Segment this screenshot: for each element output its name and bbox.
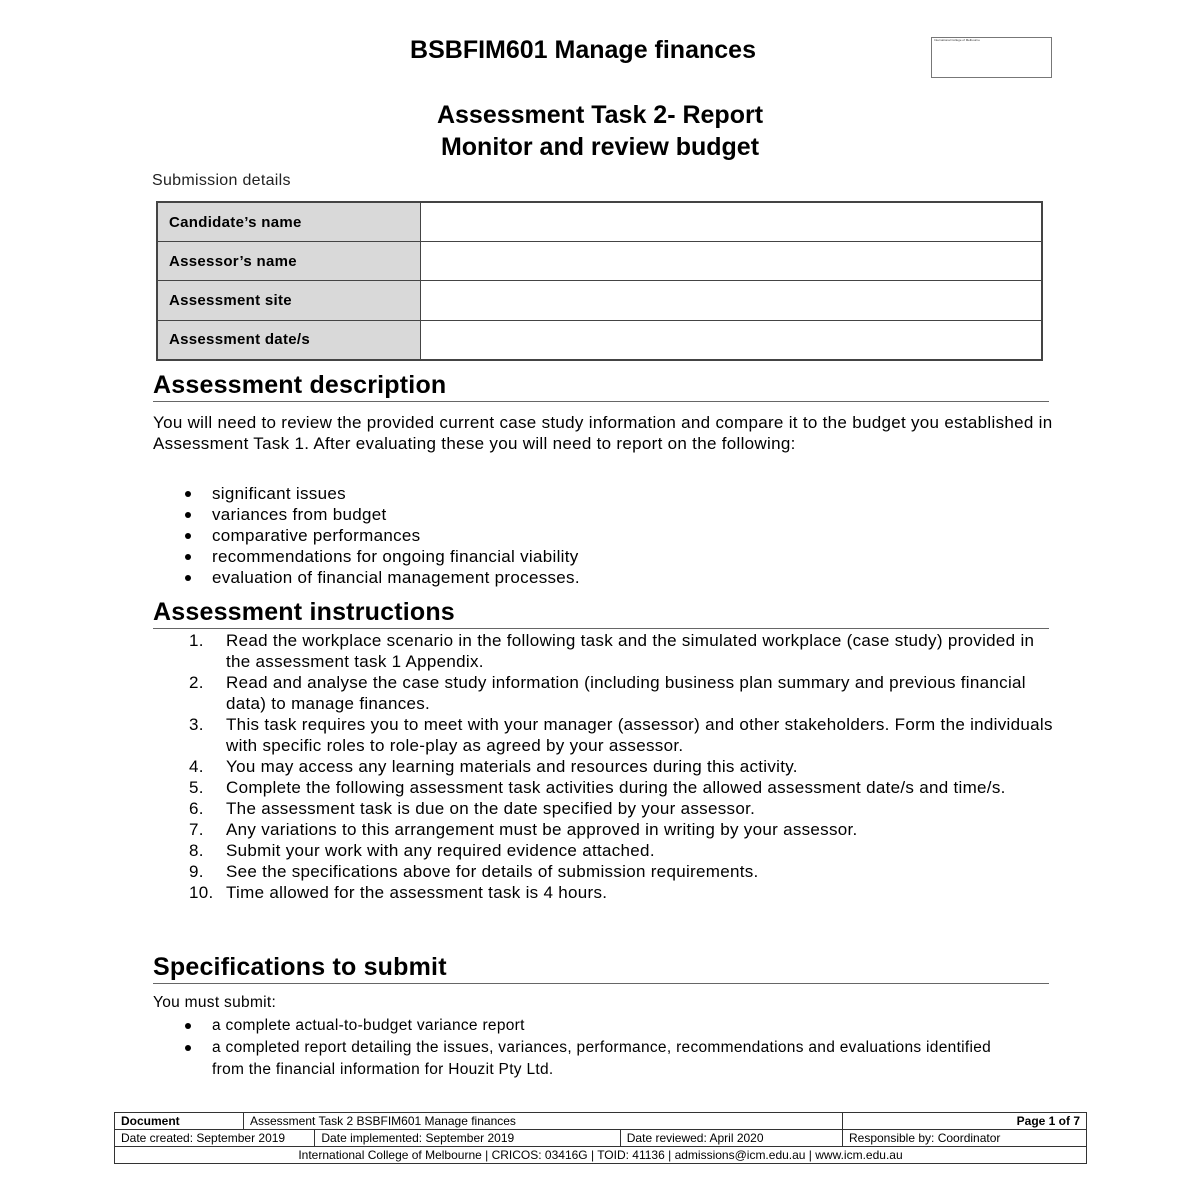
table-row — [157, 320, 1042, 360]
footer-document-value: Assessment Task 2 BSBFIM601 Manage finances — [244, 1113, 843, 1130]
list-item — [189, 798, 1059, 819]
specifications-heading: Specifications to submit — [153, 952, 1049, 984]
item-number: 5. — [189, 778, 204, 797]
assessor-name-field[interactable] — [421, 242, 1043, 281]
item-number: 6. — [189, 799, 204, 818]
assessment-site-label: Assessment site — [157, 281, 421, 320]
item-text: Any variations to this arrangement must be approved in writing by your assessor. — [226, 820, 858, 839]
task-subtitle: Monitor and review budget — [440, 133, 760, 161]
table-row — [115, 1147, 1087, 1164]
item-number: 2. — [189, 673, 204, 692]
assessment-description-text: You will need to review the provided current case study information and compare it to the budget you established in Assessment Task 1. After evaluating these you will need to report on the following: — [153, 413, 1053, 453]
submission-details-label: Submission details — [152, 172, 291, 189]
table-row — [157, 281, 1042, 320]
candidate-name-label: Candidate’s name — [157, 202, 421, 242]
list-item — [189, 819, 1059, 840]
list-item: recommendations for ongoing financial viability — [212, 547, 579, 566]
footer-college-info: International College of Melbourne | CRICOS: 03416G | TOID: 41136 | admissions@icm.edu.au | www.icm.edu.au — [115, 1147, 1087, 1164]
specifications-intro: You must submit: — [153, 994, 277, 1011]
item-text: The assessment task is due on the date specified by your assessor. — [226, 799, 756, 818]
list-item — [189, 714, 1059, 756]
item-text: See the specifications above for details of submission requirements. — [226, 862, 759, 881]
assessment-dates-label: Assessment date/s — [157, 320, 421, 360]
list-item: variances from budget — [212, 504, 580, 525]
item-number: 10. — [189, 883, 214, 902]
assessor-name-label: Assessor’s name — [157, 242, 421, 281]
list-item — [189, 756, 1059, 777]
table-row — [115, 1130, 1087, 1147]
document-footer — [114, 1112, 1087, 1164]
list-item: comparative performances — [212, 525, 580, 546]
item-number: 7. — [189, 820, 204, 839]
specifications-bullet-list — [212, 1015, 1012, 1081]
list-item: a complete actual-to-budget variance report — [212, 1015, 1012, 1037]
list-item — [189, 777, 1059, 798]
list-item — [189, 882, 1059, 903]
item-number: 4. — [189, 757, 204, 776]
list-item: significant issues — [212, 483, 580, 504]
list-item — [189, 861, 1059, 882]
college-logo — [931, 37, 1052, 78]
footer-date-implemented: Date implemented: September 2019 — [315, 1130, 620, 1147]
item-text: Read the workplace scenario in the following task and the simulated workplace (case study) provided in the assessment task 1 Appendix. — [226, 631, 1035, 671]
table-row — [157, 202, 1042, 242]
table-row — [157, 242, 1042, 281]
assessment-description-heading: Assessment description — [153, 370, 1049, 402]
footer-document-label: Document — [115, 1113, 244, 1130]
footer-date-reviewed: Date reviewed: April 2020 — [620, 1130, 842, 1147]
footer-page-number: Page 1 of 7 — [842, 1113, 1086, 1130]
footer-date-created: Date created: September 2019 — [115, 1130, 315, 1147]
item-number: 1. — [189, 631, 204, 650]
table-row — [115, 1113, 1087, 1130]
item-text: Read and analyse the case study information (including business plan summary and previous financial data) to manage finances. — [226, 673, 1026, 713]
list-item — [189, 672, 1059, 714]
item-text: Submit your work with any required evidence attached. — [226, 841, 655, 860]
candidate-name-field[interactable] — [421, 202, 1043, 242]
item-text: This task requires you to meet with your manager (assessor) and other stakeholders. Form the individuals with specific roles to role-play as agreed by your assessor. — [226, 715, 1053, 755]
submission-details-table — [156, 201, 1043, 361]
assessment-dates-field[interactable] — [421, 320, 1043, 360]
assessment-site-field[interactable] — [421, 281, 1043, 320]
item-text: You may access any learning materials and resources during this activity. — [226, 757, 798, 776]
item-text: Time allowed for the assessment task is 4 hours. — [226, 883, 608, 902]
item-text: Complete the following assessment task activities during the allowed assessment date/s and time/s. — [226, 778, 1006, 797]
description-bullet-list — [212, 483, 580, 588]
list-item — [189, 630, 1059, 672]
assessment-instructions-heading: Assessment instructions — [153, 597, 1049, 629]
item-number: 8. — [189, 841, 204, 860]
list-item — [189, 840, 1059, 861]
item-number: 3. — [189, 715, 204, 734]
list-item: evaluation of financial management processes. — [212, 568, 580, 587]
task-title: Assessment Task 2- Report — [436, 101, 764, 129]
instructions-list — [189, 630, 1059, 903]
item-number: 9. — [189, 862, 204, 881]
list-item: a completed report detailing the issues, variances, performance, recommendations and evaluations identified from the financial information for Houzit Pty Ltd. — [212, 1037, 1012, 1081]
document-title: BSBFIM601 Manage finances — [410, 36, 756, 64]
footer-responsible: Responsible by: Coordinator — [842, 1130, 1086, 1147]
logo-text: International College of Melbourne — [934, 38, 980, 42]
